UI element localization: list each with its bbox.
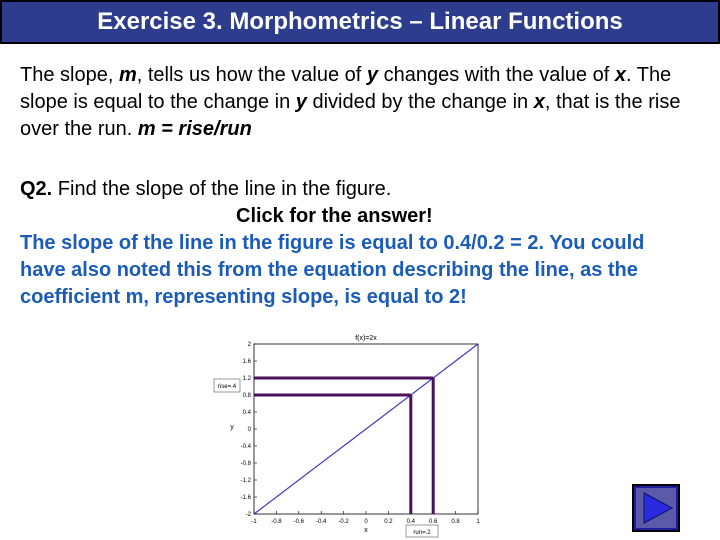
y-tick-label: -1.2 xyxy=(240,478,251,484)
intro-y-1: y xyxy=(366,64,379,86)
x-axis-label: x xyxy=(364,527,368,534)
intro-m: m xyxy=(118,64,137,86)
y-tick-label: 0 xyxy=(247,427,251,433)
intro-text-2: , tells us how the value of xyxy=(136,64,367,86)
x-tick-label: -0.8 xyxy=(271,519,282,525)
slide-title: Exercise 3. Morphometrics – Linear Functions xyxy=(97,8,623,35)
x-tick-label: -0.2 xyxy=(338,519,349,525)
y-axis-label: y xyxy=(230,424,234,431)
intro-paragraph xyxy=(20,62,710,143)
x-tick-label: 0.4 xyxy=(406,519,415,525)
rise-label: rise=.4 xyxy=(217,384,237,390)
y-tick-label: 0.4 xyxy=(242,410,251,416)
slope-chart xyxy=(200,330,490,540)
x-tick-label: 0.2 xyxy=(384,519,393,525)
question-label: Q2. xyxy=(20,178,53,200)
y-tick-label: -2 xyxy=(245,512,251,518)
intro-text-3: changes with the value of xyxy=(378,64,615,86)
chart-title: f(x)=2x xyxy=(355,335,377,342)
x-tick-label: 0 xyxy=(364,519,368,525)
x-tick-label: -0.4 xyxy=(316,519,327,525)
x-tick-label: -1 xyxy=(251,519,257,525)
x-tick-label: -0.6 xyxy=(293,519,304,525)
slope-figure xyxy=(200,330,490,540)
intro-text-1: The slope, xyxy=(20,64,119,86)
question-text: Find the slope of the line in the figure. xyxy=(52,178,392,200)
y-tick-label: -0.4 xyxy=(240,444,251,450)
slide-title-bar xyxy=(0,0,720,44)
click-for-answer[interactable]: Click for the answer! xyxy=(236,205,433,227)
x-tick-label: 0.8 xyxy=(451,519,460,525)
y-tick-label: -1.6 xyxy=(240,495,251,501)
x-tick-label: 0.6 xyxy=(429,519,438,525)
y-tick-label: -0.8 xyxy=(240,461,251,467)
y-tick-label: 0.8 xyxy=(242,393,251,399)
next-slide-icon xyxy=(632,484,680,532)
intro-x-2: x xyxy=(533,91,545,113)
intro-text-4: . The slope is equal to the change in xyxy=(20,64,672,113)
intro-text-5: divided by the change in xyxy=(306,91,534,113)
y-tick-label: 1.6 xyxy=(242,359,251,365)
y-tick-label: 2 xyxy=(247,342,251,348)
intro-text-6: , that is the rise over the run. xyxy=(20,91,681,140)
y-tick-label: 1.2 xyxy=(242,376,251,382)
question-2 xyxy=(20,176,710,203)
slope-formula: m = rise/run xyxy=(137,118,252,140)
answer-text: The slope of the line in the figure is equal to 0.4/0.2 = 2. You could have also noted this from the equation describing the line, as the coefficient m, representing slope, is equal to 2! xyxy=(20,232,645,308)
x-tick-label: 1 xyxy=(476,519,480,525)
run-label: run=.2 xyxy=(413,530,431,536)
next-slide-button[interactable] xyxy=(632,484,680,532)
intro-x-1: x xyxy=(614,64,626,86)
intro-y-2: y xyxy=(295,91,307,113)
